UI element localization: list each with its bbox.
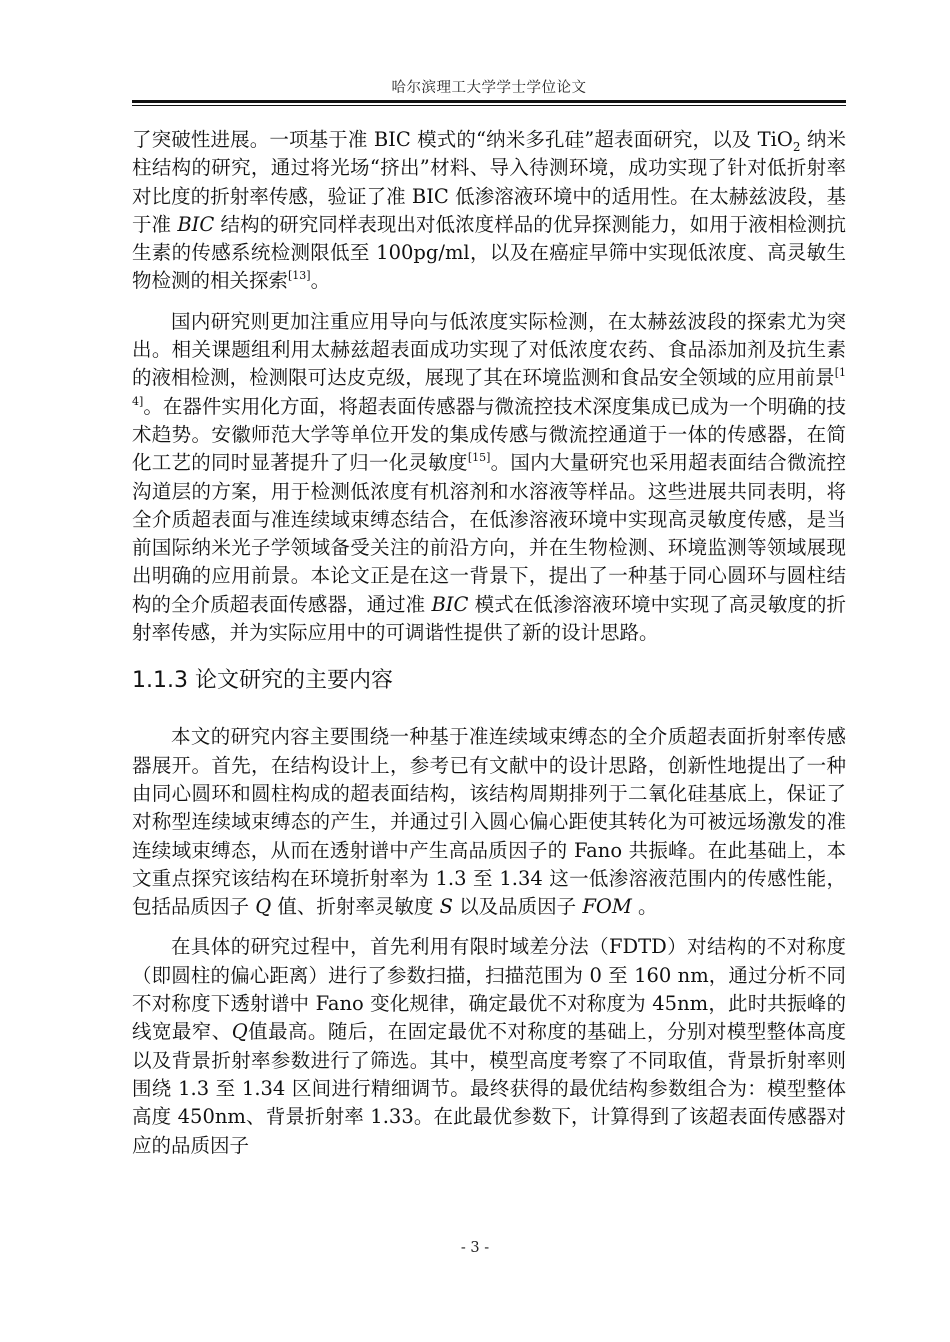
citation-15: [15] — [467, 451, 491, 465]
q-symbol: Q — [231, 1020, 248, 1044]
paragraph-1-text-a: 了突破性进展。一项基于准 BIC 模式的“纳米多孔硅”超表面研究，以及 — [132, 128, 758, 151]
bic-italic: BIC — [431, 592, 469, 616]
bic-italic: BIC — [177, 212, 215, 236]
page-number: - 3 - — [460, 1240, 490, 1256]
s-symbol: S — [439, 895, 453, 919]
paragraph-4-text-b: 值最高。随后，在固定最优不对称度的基础上，分别对模型整体高度以及背景折射率参数进行了筛选。其中，模型高度考察了不同取值，背景折射率则围绕 1.3 至 1.34 区间进行精细调节。最终获得的最优结构参数组合为：模型整体高度 450nm、背景折射率 1.33。在此最优参数下，计算得到了该超表面传感器对应的品质因子 — [132, 1020, 846, 1157]
paragraph-4-text-a: 在具体的研究过程中，首先利用有限时域差分法（FDTD）对结构的不对称度（即圆柱的偏心距离）进行了参数扫描，扫描范围为 0 至 160 nm，通过分析不同不对称度下透射谱中 Fano 变化规律，确定最优不对称度为 45nm，此时共振峰的线宽最窄、 — [132, 935, 846, 1044]
citation-14: [14] — [132, 366, 846, 408]
tio2-formula: TiO — [757, 128, 793, 151]
paragraph-2-text-b: 。在器件实用化方面，将超表面传感器与微流控技术深度集成已成为一个明确的技术趋势。安徽师范大学等单位开发的集成传感与微流控通道于一体的传感器，在简化工艺的同时显著提升了归一化灵敏度 — [132, 394, 846, 475]
paragraph-2-text-c: 。国内大量研究也采用超表面结合微流控沟道层的方案，用于检测低浓度有机溶剂和水溶液等样品。这些进展共同表明，将全介质超表面与准连续域束缚态结合，在低渗溶液环境中实现高灵敏度传感，是当前国际纳米光子学领域备受关注的前沿方向，并在生物检测、环境监测等领域展现出明确的应用前景。本论文正是在这一背景下，提出了一种基于同心圆环与圆柱结构的全介质超表面传感器，通过准 — [132, 451, 846, 616]
paragraph-1 — [132, 126, 846, 296]
paragraph-3-text-a: 本文的研究内容主要围绕一种基于准连续域束缚态的全介质超表面折射率传感器展开。首先，在结构设计上，参考已有文献中的设计思路，创新性地提出了一种由同心圆环和圆柱构成的超表面结构，该结构周期排列于二氧化硅基底上，保证了对称型连续域束缚态的产生，并通过引入圆心偏心距使其转化为可被远场激发的准连续域束缚态，从而在透射谱中产生高品质因子的 Fano 共振峰。在此基础上，本文重点探究该结构在环境折射率为 1.3 至 1.34 这一低渗溶液范围内的传感性能，包括品质因子 — [132, 725, 846, 919]
paragraph-3-text-c: 以及品质因子 — [452, 895, 583, 919]
section-heading: 1.1.3 论文研究的主要内容 — [132, 668, 393, 694]
paragraph-3 — [132, 723, 846, 921]
paragraph-2-text-a: 国内研究则更加注重应用导向与低浓度实际检测，在太赫兹波段的探索尤为突出。相关课题组利用太赫兹超表面成功实现了对低浓度农药、食品添加剂及抗生素的液相检测，检测限可达皮克级，展现了其在环境监测和食品安全领域的应用前景 — [132, 309, 846, 390]
paragraph-3-text-d: 。 — [631, 895, 658, 919]
paragraph-2-text-d: 模式在低渗溶液环境中实现了高灵敏度的折射率传感，并为实际应用中的可调谐性提供了新的设计思路。 — [132, 592, 846, 645]
paragraph-2 — [132, 308, 846, 648]
citation-13: [13] — [288, 269, 311, 283]
tio2-subscript: 2 — [792, 140, 801, 154]
header-rule-thin — [132, 105, 846, 106]
paragraph-1-text-b: 纳米柱结构的研究，通过将光场“挤出”材料、导入待测环境，成功实现了针对低折射率对比度的折射率传感，验证了准 BIC 低渗溶液环境中的适用性。在太赫兹波段，基于准 — [132, 128, 846, 236]
page-header: 哈尔滨理工大学学士学位论文 — [391, 80, 587, 96]
paragraph-4 — [132, 933, 846, 1159]
fom-symbol: FOM — [582, 895, 632, 919]
q-symbol: Q — [255, 895, 272, 919]
header-rule-thick — [132, 100, 846, 103]
paragraph-1-text-d: 。 — [310, 269, 331, 293]
paragraph-1-text-c: 结构的研究同样表现出对低浓度样品的优异探测能力，如用于液相检测抗生素的传感系统检测限低至 100pg/ml，以及在癌症早筛中实现低浓度、高灵敏生物检测的相关探索 — [132, 212, 846, 293]
paragraph-3-text-b: 值、折射率灵敏度 — [271, 895, 440, 919]
document-body — [132, 126, 846, 1172]
